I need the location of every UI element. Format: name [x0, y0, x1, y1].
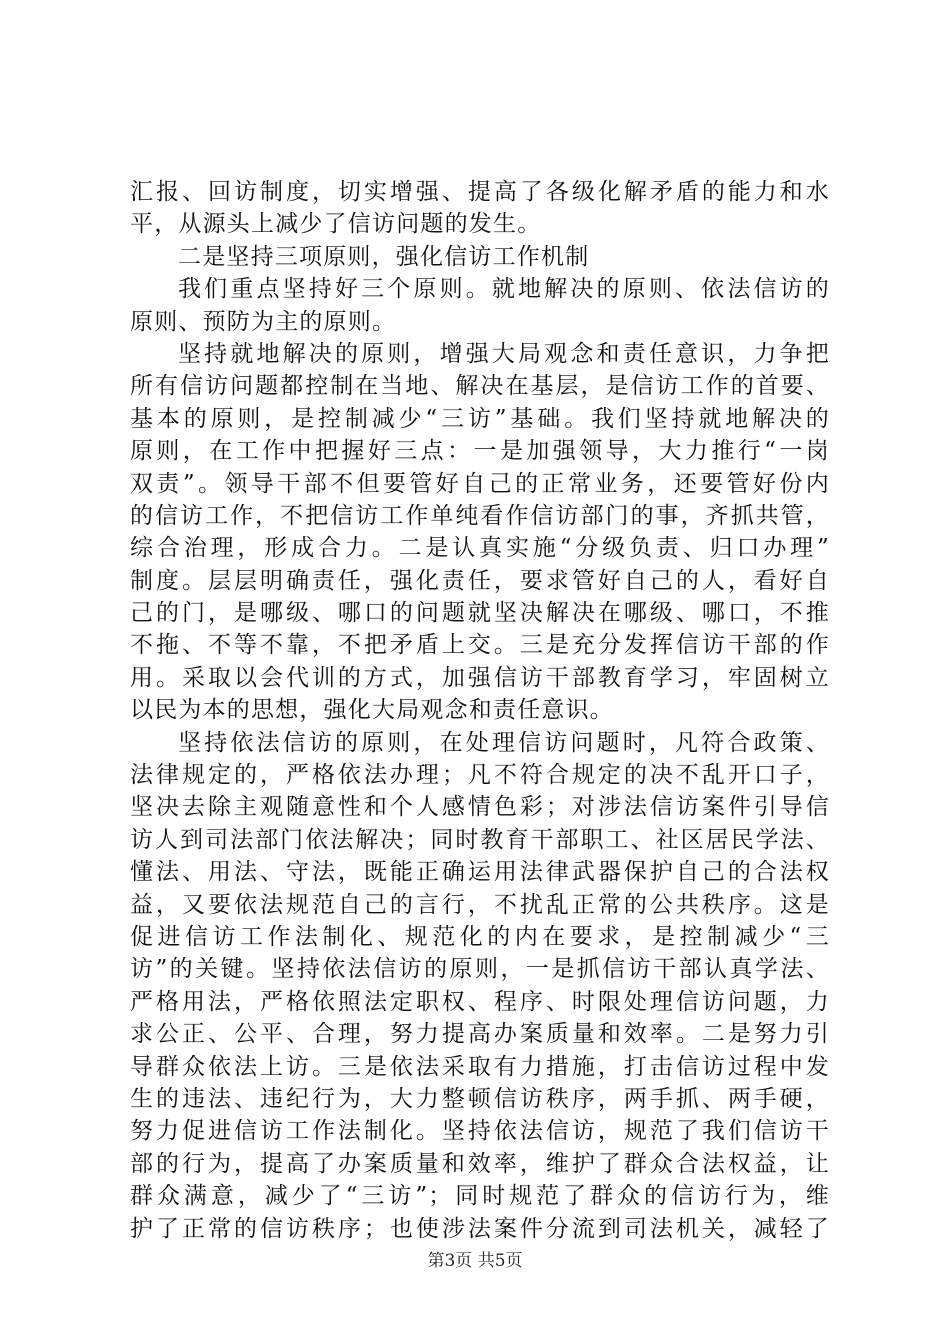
- text-line: 汇报、回访制度，切实增强、提高了各级化解矛盾的能力和水: [130, 179, 830, 205]
- text-line: 益，又要依法规范自己的言行，不扰乱正常的公共秩序。这是: [130, 891, 830, 918]
- text-line: 访人到司法部门依法解决；同时教育干部职工、社区居民学法、: [130, 826, 830, 853]
- page-number: 第3页 共5页: [427, 1251, 523, 1271]
- text-line: 我们重点坚持好三个原则。就地解决的原则、依法信访的: [178, 276, 830, 303]
- text-line: 法律规定的，严格依法办理；凡不符合规定的决不乱开口子，: [130, 762, 830, 789]
- text-line: 原则，在工作中把握好三点：一是加强领导，大力推行“一岗: [130, 438, 830, 465]
- text-line: 部的行为，提高了办案质量和效率，维护了群众合法权益，让: [130, 1150, 830, 1177]
- text-line: 以民为本的思想，强化大局观念和责任意识。: [130, 697, 614, 724]
- text-line: 制度。层层明确责任，强化责任，要求管好自己的人，看好自: [130, 567, 830, 594]
- text-line: 懂法、用法、守法，既能正确运用法律武器保护自己的合法权: [130, 859, 830, 886]
- text-line: 双责”。领导干部不但要管好自己的正常业务，还要管好份内: [130, 470, 830, 497]
- page-footer: [0, 1246, 950, 1271]
- text-line: 坚持就地解决的原则，增强大局观念和责任意识，力争把: [178, 340, 830, 367]
- text-line: 导群众依法上访。三是依法采取有力措施，打击信访过程中发: [130, 1053, 830, 1080]
- text-line: 原则、预防为主的原则。: [130, 308, 397, 335]
- section-heading: 二是坚持三项原则，强化信访工作机制: [178, 243, 590, 270]
- text-line: 平，从源头上减少了信访问题的发生。: [130, 211, 542, 238]
- text-line: 求公正、公平、合理，努力提高办案质量和效率。二是努力引: [130, 1021, 830, 1048]
- text-line: 访”的关键。坚持依法信访的原则，一是抓信访干部认真学法、: [130, 956, 830, 983]
- document-body: [130, 176, 830, 1245]
- text-line: 群众满意，减少了“三访”；同时规范了群众的信访行为，维: [130, 1183, 830, 1210]
- text-line: 的信访工作，不把信访工作单纯看作信访部门的事，齐抓共管，: [130, 502, 830, 529]
- text-line: 严格用法，严格依照法定职权、程序、时限处理信访问题，力: [130, 988, 830, 1015]
- text-line: 用。采取以会代训的方式，加强信访干部教育学习，牢固树立: [130, 664, 830, 691]
- text-line: 所有信访问题都控制在当地、解决在基层，是信访工作的首要、: [130, 373, 830, 400]
- text-line: 坚持依法信访的原则，在处理信访问题时，凡符合政策、: [178, 729, 830, 756]
- text-line: 促进信访工作法制化、规范化的内在要求，是控制减少“三: [130, 923, 830, 950]
- text-line: 生的违法、违纪行为，大力整顿信访秩序，两手抓、两手硬，: [130, 1085, 830, 1112]
- text-line: 基本的原则，是控制减少“三访”基础。我们坚持就地解决的: [130, 405, 830, 432]
- text-line: 不拖、不等不靠，不把矛盾上交。三是充分发挥信访干部的作: [130, 632, 830, 659]
- text-line: 坚决去除主观随意性和个人感情色彩；对涉法信访案件引导信: [130, 794, 830, 821]
- text-line: 努力促进信访工作法制化。坚持依法信访，规范了我们信访干: [130, 1118, 830, 1145]
- text-line: 护了正常的信访秩序；也使涉法案件分流到司法机关，减轻了: [130, 1215, 830, 1242]
- text-line: 己的门，是哪级、哪口的问题就坚决解决在哪级、哪口，不推: [130, 600, 830, 627]
- text-line: 综合治理，形成合力。二是认真实施“分级负责、归口办理”: [130, 535, 830, 562]
